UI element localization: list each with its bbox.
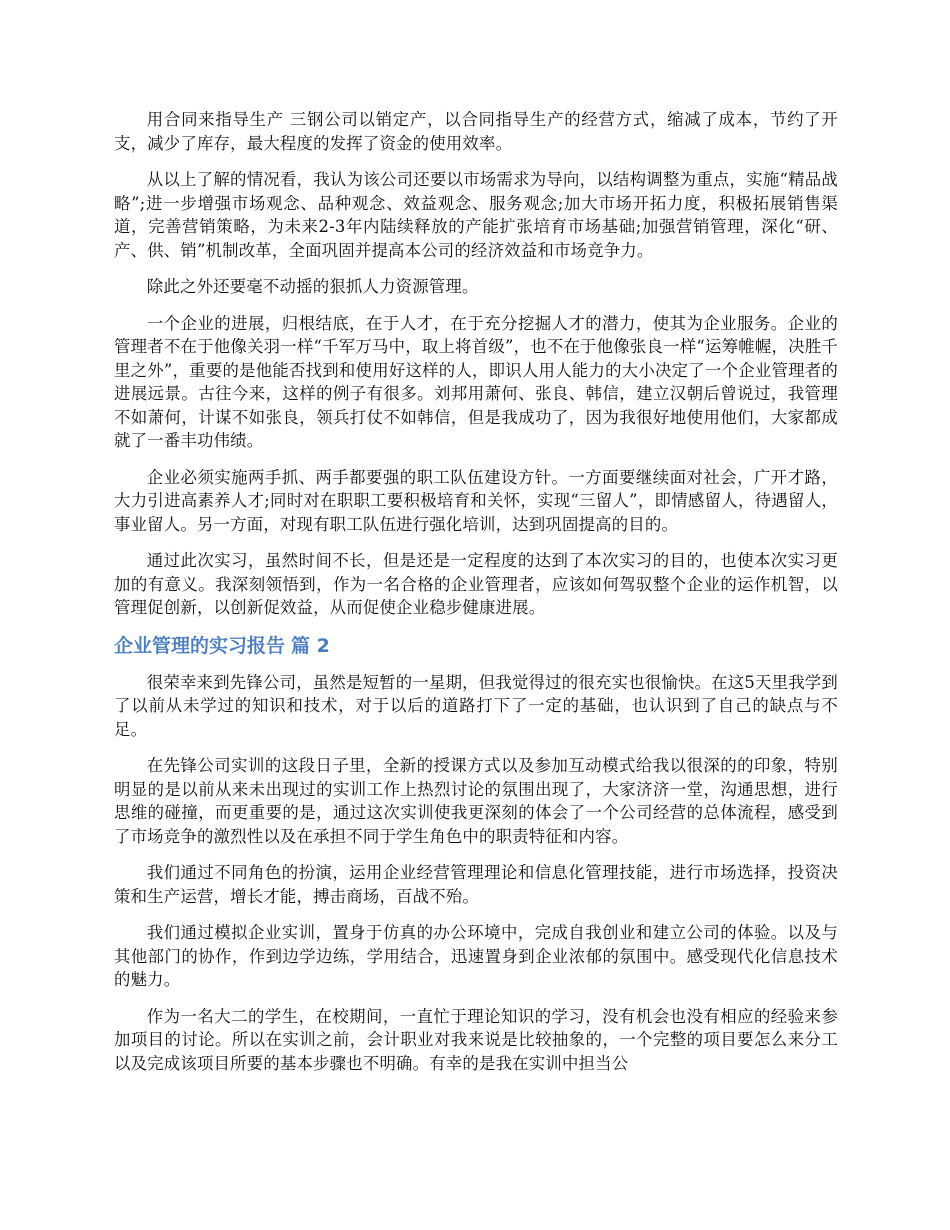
paragraph: 很荣幸来到先锋公司，虽然是短暂的一星期，但我觉得过的很充实也很愉快。在这5天里我学到了以前从未学过的知识和技术，对于以后的道路打下了一定的基础，也认识到了自己的缺点与不足。 xyxy=(114,672,838,739)
section-heading-number: 篇 2 xyxy=(291,634,330,657)
paragraph: 从以上了解的情况看，我认为该公司还要以市场需求为导向，以结构调整为重点，实施“精品战略”;进一步增强市场观念、品种观念、效益观念、服务观念;加大市场开拓力度，积极拓展销售渠道，完善营销策略，为未来2-3年内陆续释放的产能扩张培育市场基础;加强营销管理，深化“研、产、供、销”机制改革，全面巩固并提高本公司的经济效益和市场竞争力。 xyxy=(114,170,838,260)
paragraph: 一个企业的进展，归根结底，在于人才，在于充分挖掘人才的潜力，使其为企业服务。企业的管理者不在于他像关羽一样“千军万马中，取上将首级”，也不在于他像张良一样“运筹帷幄，决胜千里之外”，重要的是他能否找到和使用好这样的人，即识人用人能力的大小决定了一个企业管理者的进展远景。古往今来，这样的例子有很多。刘邦用萧何、张良、韩信，建立汉朝后曾说过，我管理不如萧何，计谋不如张良，领兵打仗不如韩信，但是我成功了，因为我很好地使用他们，大家都成就了一番丰功伟绩。 xyxy=(114,313,838,450)
paragraph: 我们通过不同角色的扮演，运用企业经营管理理论和信息化管理技能，进行市场选择，投资决策和生产运营，增长才能，搏击商场，百战不殆。 xyxy=(114,863,838,906)
paragraph: 通过此次实习，虽然时间不长，但是还是一定程度的达到了本次实习的目的，也使本次实习更加的有意义。我深刻领悟到，作为一名合格的企业管理者，应该如何驾驭整个企业的运作机智，以管理促创新，以创新促效益，从而促使企业稳步健康进展。 xyxy=(114,551,838,617)
paragraph: 在先锋公司实训的这段日子里，全新的授课方式以及参加互动模式给我以很深的的印象，特别明显的是以前从来未出现过的实训工作上热烈讨论的氛围出现了，大家济济一堂，沟通思想，进行思维的碰撞，而更重要的是，通过这次实训使我更深刻的体会了一个公司经营的总体流程，感受到了市场竞争的激烈性以及在承担不同于学生角色中的职责特征和内容。 xyxy=(114,756,838,846)
paragraph: 企业必须实施两手抓、两手都要强的职工队伍建设方针。一方面要继续面对社会，广开才路，大力引进高素养人才;同时对在职职工要积极培育和关怀，实现“三留人”，即情感留人，待遇留人，事业留人。另一方面，对现有职工队伍进行强化培训，达到巩固提高的目的。 xyxy=(114,467,838,534)
document-page xyxy=(114,108,838,1088)
section-heading xyxy=(114,633,838,659)
paragraph: 除此之外还要毫不动摇的狠抓人力资源管理。 xyxy=(146,277,479,296)
paragraph: 用合同来指导生产 三钢公司以销定产，以合同指导生产的经营方式，缩减了成本，节约了开支，减少了库存，最大程度的发挥了资金的使用效率。 xyxy=(114,110,838,153)
section-heading-title: 企业管理的实习报告 xyxy=(114,634,286,657)
paragraph: 作为一名大二的学生，在校期间，一直忙于理论知识的学习，没有机会也没有相应的经验来参加项目的讨论。所以在实训之前，会计职业对我来说是比较抽象的，一个完整的项目要怎么来分工以及完成该项目所要的基本步骤也不明确。有幸的是我在实训中担当公 xyxy=(114,1006,838,1073)
paragraph: 我们通过模拟企业实训，置身于仿真的办公环境中，完成自我创业和建立公司的体验。以及与其他部门的协作，作到边学边练，学用结合，迅速置身到企业浓郁的氛围中。感受现代化信息技术的魅力。 xyxy=(114,923,838,989)
